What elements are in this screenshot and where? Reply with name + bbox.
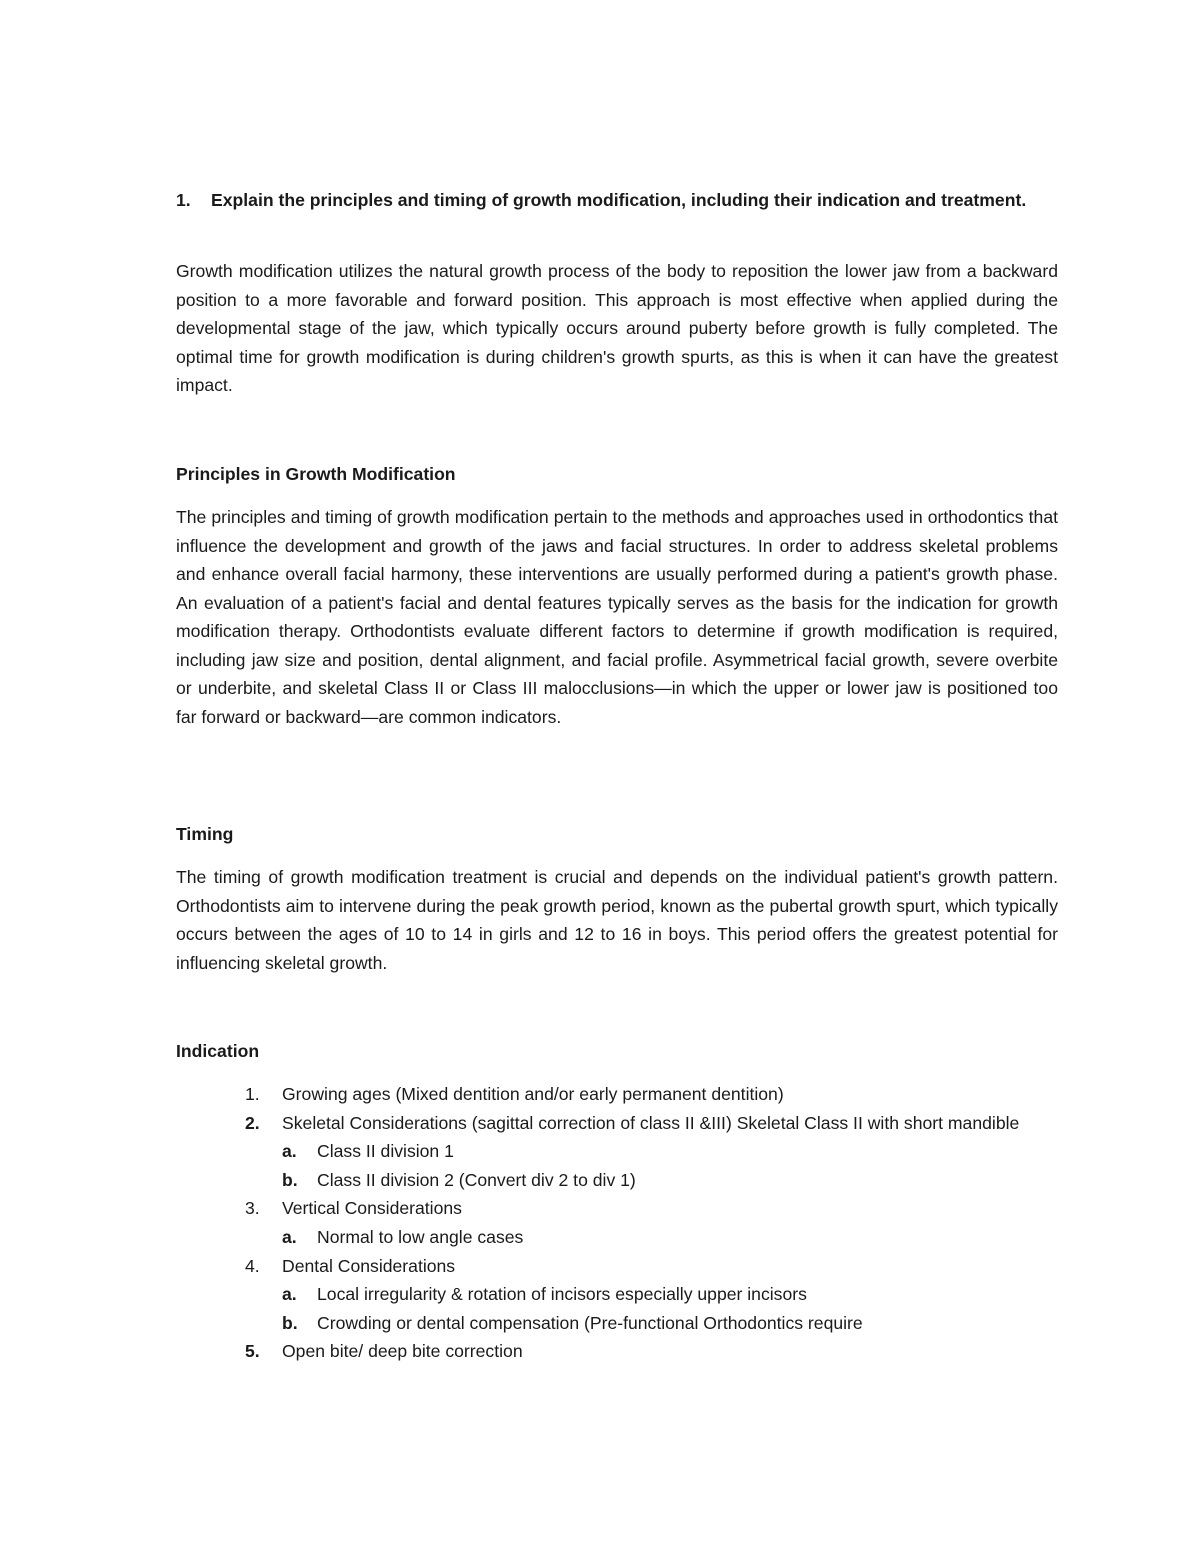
list-item	[176, 1252, 1058, 1281]
sub-list-item	[176, 1223, 1058, 1252]
list-item	[176, 1080, 1058, 1109]
list-item-text: Skeletal Considerations (sagittal correction of class II &III) Skeletal Class II with short mandible	[282, 1112, 1020, 1133]
sub-list-item	[176, 1137, 1058, 1166]
indication-heading: Indication	[176, 1041, 260, 1061]
principles-paragraph: The principles and timing of growth modification pertain to the methods and approaches used in orthodontics that influence the development and growth of the jaws and facial structures. In order to address skeletal problems and enhance overall facial harmony, these interventions are usually performed during a patient's growth phase. An evaluation of a patient's facial and dental features typically serves as the basis for the indication for growth modification therapy. Orthodontists evaluate different factors to determine if growth modification is required, including jaw size and position, dental alignment, and facial profile. Asymmetrical facial growth, severe overbite or underbite, and skeletal Class II or Class III malocclusions—in which the upper or lower jaw is positioned too far forward or backward—are common indicators.	[176, 507, 1058, 727]
sub-list-item-text: Class II division 1	[317, 1141, 454, 1162]
intro-paragraph: Growth modification utilizes the natural growth process of the body to reposition the lower jaw from a backward position to a more favorable and forward position. This approach is most effective when applied during the developmental stage of the jaw, which typically occurs around puberty before growth is fully completed. The optimal time for growth modification is during children's growth spurts, as this is when it can have the greatest impact.	[176, 261, 1058, 395]
question-heading	[176, 186, 1056, 215]
sub-list-item-letter: b.	[282, 1312, 298, 1333]
list-item-text: Dental Considerations	[282, 1255, 456, 1276]
list-item-number: 2.	[245, 1112, 260, 1133]
list-item-number: 1.	[245, 1084, 260, 1104]
list-item	[176, 1337, 1058, 1366]
list-item-number: 5.	[245, 1341, 260, 1362]
principles-heading: Principles in Growth Modification	[176, 464, 456, 484]
sub-list-item	[176, 1309, 1058, 1338]
list-item-text: Open bite/ deep bite correction	[282, 1341, 523, 1362]
question-number: 1.	[176, 190, 191, 210]
sub-list-item-text: Local irregularity & rotation of incisors especially upper incisors	[317, 1284, 807, 1305]
list-item	[176, 1109, 1058, 1138]
sub-list-item-text: Class II division 2 (Convert div 2 to div 1)	[317, 1169, 636, 1190]
sub-list-item-text: Crowding or dental compensation (Pre-functional Orthodontics require	[317, 1312, 863, 1333]
timing-paragraph: The timing of growth modification treatment is crucial and depends on the individual patient's growth pattern. Orthodontists aim to intervene during the peak growth period, known as the pubertal growth spurt, which typically occurs between the ages of 10 to 14 in girls and 12 to 16 in boys. This period offers the greatest potential for influencing skeletal growth.	[176, 867, 1058, 973]
list-item-text: Vertical Considerations	[282, 1198, 462, 1219]
list-item-text: Growing ages (Mixed dentition and/or early permanent dentition)	[282, 1084, 784, 1104]
sub-list-item-letter: a.	[282, 1226, 297, 1247]
sub-list-item-text: Normal to low angle cases	[317, 1226, 524, 1247]
sub-list-item	[176, 1280, 1058, 1309]
indication-list	[176, 1080, 1058, 1366]
list-item	[176, 1194, 1058, 1223]
list-item-number: 3.	[245, 1198, 260, 1219]
sub-list-item-letter: b.	[282, 1169, 298, 1190]
sub-list-item-letter: a.	[282, 1284, 297, 1305]
sub-list-item-letter: a.	[282, 1141, 297, 1162]
list-item-number: 4.	[245, 1255, 260, 1276]
question-text: Explain the principles and timing of growth modification, including their indication and treatment.	[211, 190, 1027, 210]
sub-list-item	[176, 1166, 1058, 1195]
timing-heading: Timing	[176, 824, 234, 844]
